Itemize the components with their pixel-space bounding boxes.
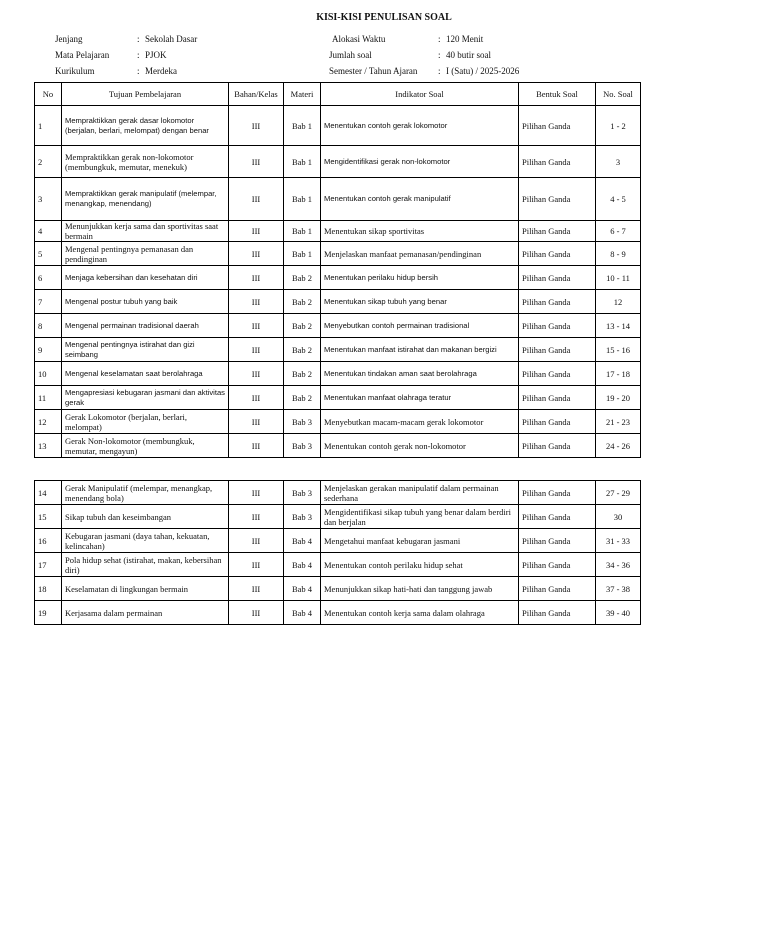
cell-materi: Bab 1 bbox=[284, 106, 321, 146]
column-header-indikator: Indikator Soal bbox=[321, 83, 519, 106]
cell-tujuan: Mengenal keselamatan saat berolahraga bbox=[62, 362, 229, 386]
cell-bentuk: Pilihan Ganda bbox=[519, 434, 596, 458]
cell-materi: Bab 2 bbox=[284, 362, 321, 386]
cell-nosoal: 19 - 20 bbox=[596, 386, 641, 410]
cell-kelas: III bbox=[229, 266, 284, 290]
meta-value: I (Satu) / 2025-2026 bbox=[446, 66, 520, 76]
cell-materi: Bab 2 bbox=[284, 314, 321, 338]
cell-nosoal: 13 - 14 bbox=[596, 314, 641, 338]
table-row bbox=[35, 290, 641, 314]
cell-indikator: Menentukan tindakan aman saat berolahraga bbox=[321, 362, 519, 386]
cell-materi: Bab 2 bbox=[284, 290, 321, 314]
cell-kelas: III bbox=[229, 362, 284, 386]
cell-no: 14 bbox=[35, 481, 62, 505]
cell-tujuan: Keselamatan di lingkungan bermain bbox=[62, 577, 229, 601]
meta-label: Alokasi Waktu bbox=[332, 34, 386, 44]
cell-no: 19 bbox=[35, 601, 62, 625]
cell-kelas: III bbox=[229, 481, 284, 505]
cell-materi: Bab 3 bbox=[284, 410, 321, 434]
cell-kelas: III bbox=[229, 338, 284, 362]
cell-bentuk: Pilihan Ganda bbox=[519, 146, 596, 178]
table-header-row bbox=[35, 83, 641, 106]
cell-tujuan: Sikap tubuh dan keseimbangan bbox=[62, 505, 229, 529]
cell-indikator: Menentukan perilaku hidup bersih bbox=[321, 266, 519, 290]
table-row bbox=[35, 434, 641, 458]
table-row bbox=[35, 529, 641, 553]
cell-nosoal: 30 bbox=[596, 505, 641, 529]
table-row bbox=[35, 338, 641, 362]
cell-bentuk: Pilihan Ganda bbox=[519, 178, 596, 221]
cell-no: 13 bbox=[35, 434, 62, 458]
column-header-materi: Materi bbox=[284, 83, 321, 106]
cell-bentuk: Pilihan Ganda bbox=[519, 410, 596, 434]
cell-nosoal: 12 bbox=[596, 290, 641, 314]
meta-colon: : bbox=[438, 34, 441, 44]
cell-materi: Bab 4 bbox=[284, 601, 321, 625]
cell-kelas: III bbox=[229, 314, 284, 338]
meta-row bbox=[329, 63, 519, 79]
cell-bentuk: Pilihan Ganda bbox=[519, 529, 596, 553]
cell-indikator: Mengetahui manfaat kebugaran jasmani bbox=[321, 529, 519, 553]
cell-tujuan: Mempraktikkan gerak dasar lokomotor (berjalan, berlari, melompat) dengan benar bbox=[62, 106, 229, 146]
cell-bentuk: Pilihan Ganda bbox=[519, 553, 596, 577]
cell-nosoal: 1 - 2 bbox=[596, 106, 641, 146]
table-body bbox=[35, 106, 641, 458]
cell-materi: Bab 3 bbox=[284, 481, 321, 505]
cell-no: 2 bbox=[35, 146, 62, 178]
cell-no: 18 bbox=[35, 577, 62, 601]
cell-indikator: Menentukan contoh gerak lokomotor bbox=[321, 106, 519, 146]
cell-nosoal: 3 bbox=[596, 146, 641, 178]
cell-kelas: III bbox=[229, 553, 284, 577]
meta-label: Semester / Tahun Ajaran bbox=[329, 66, 418, 76]
cell-indikator: Menjelaskan manfaat pemanasan/pendinginan bbox=[321, 242, 519, 266]
cell-bentuk: Pilihan Ganda bbox=[519, 242, 596, 266]
cell-bentuk: Pilihan Ganda bbox=[519, 338, 596, 362]
cell-indikator: Menentukan contoh perilaku hidup sehat bbox=[321, 553, 519, 577]
cell-kelas: III bbox=[229, 221, 284, 242]
meta-left bbox=[55, 31, 197, 79]
cell-no: 1 bbox=[35, 106, 62, 146]
meta-colon: : bbox=[438, 50, 441, 60]
cell-materi: Bab 1 bbox=[284, 146, 321, 178]
cell-indikator: Mengidentifikasi sikap tubuh yang benar dalam berdiri dan berjalan bbox=[321, 505, 519, 529]
table-row bbox=[35, 410, 641, 434]
cell-indikator: Menentukan manfaat olahraga teratur bbox=[321, 386, 519, 410]
cell-kelas: III bbox=[229, 146, 284, 178]
cell-materi: Bab 4 bbox=[284, 553, 321, 577]
cell-materi: Bab 1 bbox=[284, 221, 321, 242]
cell-bentuk: Pilihan Ganda bbox=[519, 290, 596, 314]
table-row bbox=[35, 481, 641, 505]
cell-bentuk: Pilihan Ganda bbox=[519, 314, 596, 338]
cell-tujuan: Gerak Manipulatif (melempar, menangkap, menendang bola) bbox=[62, 481, 229, 505]
cell-kelas: III bbox=[229, 601, 284, 625]
cell-materi: Bab 2 bbox=[284, 338, 321, 362]
cell-kelas: III bbox=[229, 577, 284, 601]
meta-colon: : bbox=[137, 50, 140, 60]
document-title: KISI-KISI PENULISAN SOAL bbox=[316, 12, 452, 23]
cell-indikator: Menentukan contoh gerak non-lokomotor bbox=[321, 434, 519, 458]
cell-indikator: Menentukan contoh gerak manipulatif bbox=[321, 178, 519, 221]
cell-materi: Bab 4 bbox=[284, 577, 321, 601]
table-row bbox=[35, 314, 641, 338]
kisi-kisi-table bbox=[34, 82, 641, 458]
meta-colon: : bbox=[137, 34, 140, 44]
column-header-tujuan: Tujuan Pembelajaran bbox=[62, 83, 229, 106]
cell-tujuan: Mengenal pentingnya pemanasan dan pendinginan bbox=[62, 242, 229, 266]
cell-bentuk: Pilihan Ganda bbox=[519, 266, 596, 290]
table-row bbox=[35, 146, 641, 178]
table-body bbox=[35, 481, 641, 625]
cell-indikator: Menjelaskan gerakan manipulatif dalam permainan sederhana bbox=[321, 481, 519, 505]
cell-kelas: III bbox=[229, 529, 284, 553]
meta-label: Mata Pelajaran bbox=[55, 50, 110, 60]
table-row bbox=[35, 221, 641, 242]
cell-no: 16 bbox=[35, 529, 62, 553]
cell-indikator: Menentukan manfaat istirahat dan makanan bergizi bbox=[321, 338, 519, 362]
cell-indikator: Mengidentifikasi gerak non-lokomotor bbox=[321, 146, 519, 178]
cell-kelas: III bbox=[229, 178, 284, 221]
table-row bbox=[35, 266, 641, 290]
meta-colon: : bbox=[137, 66, 140, 76]
cell-no: 9 bbox=[35, 338, 62, 362]
cell-tujuan: Gerak Lokomotor (berjalan, berlari, melompat) bbox=[62, 410, 229, 434]
cell-nosoal: 37 - 38 bbox=[596, 577, 641, 601]
cell-nosoal: 4 - 5 bbox=[596, 178, 641, 221]
cell-tujuan: Mengenal pentingnya istirahat dan gizi seimbang bbox=[62, 338, 229, 362]
cell-nosoal: 8 - 9 bbox=[596, 242, 641, 266]
meta-row bbox=[55, 31, 197, 47]
cell-materi: Bab 1 bbox=[284, 178, 321, 221]
cell-tujuan: Mempraktikkan gerak non-lokomotor (membungkuk, memutar, menekuk) bbox=[62, 146, 229, 178]
cell-no: 10 bbox=[35, 362, 62, 386]
column-header-bentuk: Bentuk Soal bbox=[519, 83, 596, 106]
column-header-no: No bbox=[35, 83, 62, 106]
table-row bbox=[35, 362, 641, 386]
cell-kelas: III bbox=[229, 242, 284, 266]
meta-label: Jenjang bbox=[55, 34, 83, 44]
meta-label: Kurikulum bbox=[55, 66, 95, 76]
meta-row bbox=[55, 47, 197, 63]
meta-colon: : bbox=[438, 66, 441, 76]
cell-tujuan: Mempraktikkan gerak manipulatif (melempar, menangkap, menendang) bbox=[62, 178, 229, 221]
table-row bbox=[35, 242, 641, 266]
cell-no: 6 bbox=[35, 266, 62, 290]
cell-no: 15 bbox=[35, 505, 62, 529]
meta-value: Merdeka bbox=[145, 66, 177, 76]
kisi-kisi-table-continued bbox=[34, 480, 641, 625]
cell-materi: Bab 2 bbox=[284, 266, 321, 290]
cell-tujuan: Menunjukkan kerja sama dan sportivitas saat bermain bbox=[62, 221, 229, 242]
cell-indikator: Menyebutkan contoh permainan tradisional bbox=[321, 314, 519, 338]
cell-no: 12 bbox=[35, 410, 62, 434]
table-row bbox=[35, 106, 641, 146]
meta-value: 40 butir soal bbox=[446, 50, 491, 60]
cell-nosoal: 27 - 29 bbox=[596, 481, 641, 505]
cell-indikator: Menentukan contoh kerja sama dalam olahraga bbox=[321, 601, 519, 625]
cell-indikator: Menunjukkan sikap hati-hati dan tanggung jawab bbox=[321, 577, 519, 601]
cell-bentuk: Pilihan Ganda bbox=[519, 481, 596, 505]
meta-value: 120 Menit bbox=[446, 34, 484, 44]
column-header-kelas: Bahan/Kelas bbox=[229, 83, 284, 106]
cell-bentuk: Pilihan Ganda bbox=[519, 601, 596, 625]
table-row bbox=[35, 505, 641, 529]
cell-bentuk: Pilihan Ganda bbox=[519, 386, 596, 410]
cell-kelas: III bbox=[229, 290, 284, 314]
cell-kelas: III bbox=[229, 410, 284, 434]
cell-tujuan: Gerak Non-lokomotor (membungkuk, memutar, mengayun) bbox=[62, 434, 229, 458]
table-row bbox=[35, 601, 641, 625]
meta-label: Jumlah soal bbox=[329, 50, 372, 60]
cell-no: 17 bbox=[35, 553, 62, 577]
cell-bentuk: Pilihan Ganda bbox=[519, 106, 596, 146]
cell-no: 11 bbox=[35, 386, 62, 410]
table-row bbox=[35, 386, 641, 410]
cell-kelas: III bbox=[229, 505, 284, 529]
cell-nosoal: 21 - 23 bbox=[596, 410, 641, 434]
cell-tujuan: Kerjasama dalam permainan bbox=[62, 601, 229, 625]
cell-nosoal: 10 - 11 bbox=[596, 266, 641, 290]
cell-materi: Bab 2 bbox=[284, 386, 321, 410]
cell-indikator: Menyebutkan macam-macam gerak lokomotor bbox=[321, 410, 519, 434]
cell-no: 4 bbox=[35, 221, 62, 242]
cell-materi: Bab 1 bbox=[284, 242, 321, 266]
meta-value: Sekolah Dasar bbox=[145, 34, 198, 44]
cell-nosoal: 6 - 7 bbox=[596, 221, 641, 242]
cell-tujuan: Pola hidup sehat (istirahat, makan, kebersihan diri) bbox=[62, 553, 229, 577]
cell-bentuk: Pilihan Ganda bbox=[519, 221, 596, 242]
cell-bentuk: Pilihan Ganda bbox=[519, 505, 596, 529]
cell-nosoal: 31 - 33 bbox=[596, 529, 641, 553]
table-row bbox=[35, 577, 641, 601]
cell-bentuk: Pilihan Ganda bbox=[519, 577, 596, 601]
cell-kelas: III bbox=[229, 386, 284, 410]
cell-nosoal: 39 - 40 bbox=[596, 601, 641, 625]
table-row bbox=[35, 553, 641, 577]
cell-indikator: Menentukan sikap sportivitas bbox=[321, 221, 519, 242]
cell-materi: Bab 3 bbox=[284, 505, 321, 529]
cell-materi: Bab 4 bbox=[284, 529, 321, 553]
cell-nosoal: 34 - 36 bbox=[596, 553, 641, 577]
column-header-nosoal: No. Soal bbox=[596, 83, 641, 106]
meta-row bbox=[329, 31, 519, 47]
cell-nosoal: 17 - 18 bbox=[596, 362, 641, 386]
cell-no: 7 bbox=[35, 290, 62, 314]
cell-no: 8 bbox=[35, 314, 62, 338]
cell-kelas: III bbox=[229, 434, 284, 458]
cell-tujuan: Mengenal postur tubuh yang baik bbox=[62, 290, 229, 314]
meta-row bbox=[55, 63, 197, 79]
cell-tujuan: Menjaga kebersihan dan kesehatan diri bbox=[62, 266, 229, 290]
cell-no: 3 bbox=[35, 178, 62, 221]
cell-tujuan: Mengenal permainan tradisional daerah bbox=[62, 314, 229, 338]
cell-no: 5 bbox=[35, 242, 62, 266]
cell-tujuan: Kebugaran jasmani (daya tahan, kekuatan, kelincahan) bbox=[62, 529, 229, 553]
cell-nosoal: 24 - 26 bbox=[596, 434, 641, 458]
cell-indikator: Menentukan sikap tubuh yang benar bbox=[321, 290, 519, 314]
table-row bbox=[35, 178, 641, 221]
meta-value: PJOK bbox=[145, 50, 167, 60]
cell-materi: Bab 3 bbox=[284, 434, 321, 458]
meta-row bbox=[329, 47, 519, 63]
cell-nosoal: 15 - 16 bbox=[596, 338, 641, 362]
cell-tujuan: Mengapresiasi kebugaran jasmani dan aktivitas gerak bbox=[62, 386, 229, 410]
meta-right bbox=[329, 31, 519, 79]
cell-kelas: III bbox=[229, 106, 284, 146]
cell-bentuk: Pilihan Ganda bbox=[519, 362, 596, 386]
